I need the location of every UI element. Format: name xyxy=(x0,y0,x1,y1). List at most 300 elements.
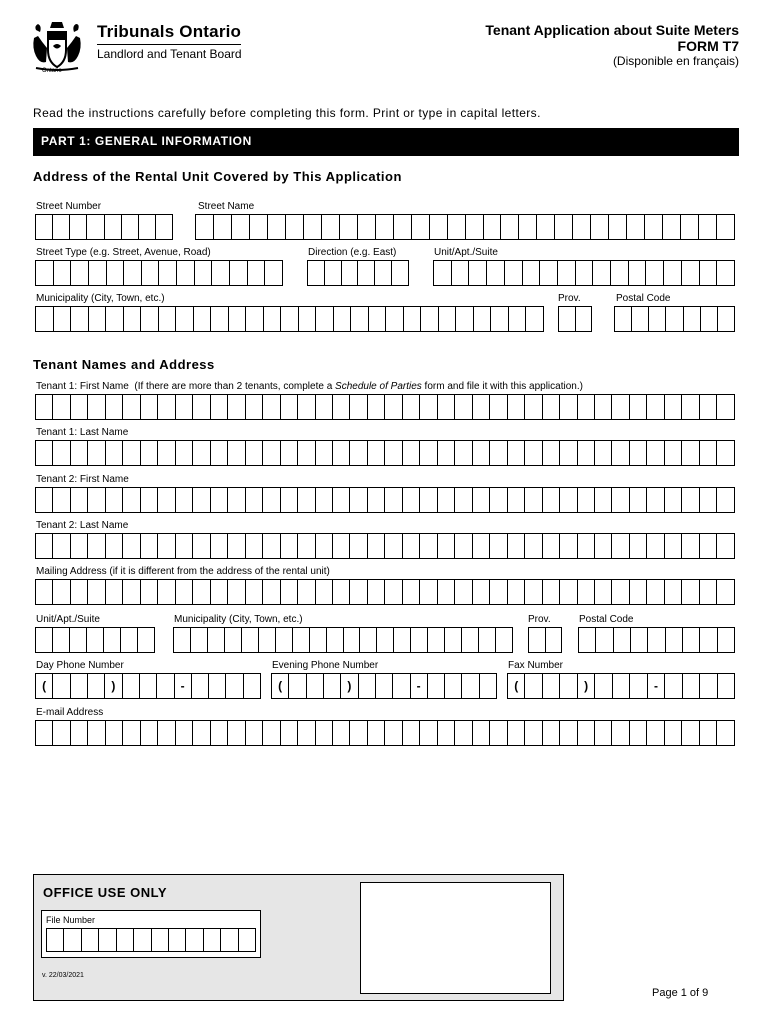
direction-field[interactable] xyxy=(307,260,409,286)
char-cell[interactable] xyxy=(87,628,104,652)
char-cell[interactable] xyxy=(434,261,452,285)
char-cell[interactable] xyxy=(474,307,492,331)
char-cell[interactable] xyxy=(411,628,428,652)
char-cell[interactable] xyxy=(375,261,392,285)
fax-number-field[interactable] xyxy=(507,673,735,699)
char-cell[interactable] xyxy=(543,674,560,698)
char-cell[interactable] xyxy=(263,580,280,604)
char-cell[interactable] xyxy=(473,580,490,604)
char-cell[interactable] xyxy=(308,261,325,285)
char-cell[interactable] xyxy=(540,261,558,285)
char-cell[interactable] xyxy=(647,441,664,465)
char-cell[interactable] xyxy=(124,261,142,285)
char-cell[interactable] xyxy=(176,488,193,512)
char-cell[interactable] xyxy=(718,307,735,331)
char-cell[interactable] xyxy=(53,395,70,419)
char-cell[interactable] xyxy=(543,580,560,604)
char-cell[interactable] xyxy=(191,628,208,652)
char-cell[interactable] xyxy=(555,215,573,239)
char-cell[interactable] xyxy=(358,215,376,239)
char-cell[interactable] xyxy=(265,261,283,285)
char-cell[interactable] xyxy=(70,628,87,652)
char-cell[interactable] xyxy=(700,674,717,698)
postal-code-field[interactable] xyxy=(614,306,735,332)
char-cell[interactable] xyxy=(632,307,649,331)
char-cell[interactable] xyxy=(351,307,369,331)
char-cell[interactable] xyxy=(682,395,699,419)
char-cell[interactable] xyxy=(53,674,70,698)
char-cell[interactable] xyxy=(358,261,375,285)
char-cell[interactable] xyxy=(156,215,173,239)
char-cell[interactable] xyxy=(316,721,333,745)
char-cell[interactable] xyxy=(700,534,717,558)
char-cell[interactable] xyxy=(298,721,315,745)
char-cell[interactable] xyxy=(412,215,430,239)
char-cell[interactable] xyxy=(259,628,276,652)
char-cell[interactable] xyxy=(646,261,664,285)
char-cell[interactable] xyxy=(36,261,54,285)
char-cell[interactable] xyxy=(630,721,647,745)
char-cell[interactable] xyxy=(385,488,402,512)
char-cell[interactable] xyxy=(246,441,263,465)
char-cell[interactable] xyxy=(490,534,507,558)
char-cell[interactable] xyxy=(682,488,699,512)
char-cell[interactable] xyxy=(228,441,245,465)
char-cell[interactable] xyxy=(304,215,322,239)
char-cell[interactable] xyxy=(134,929,151,951)
char-cell[interactable] xyxy=(717,580,734,604)
char-cell[interactable] xyxy=(428,674,445,698)
char-cell[interactable] xyxy=(560,395,577,419)
char-cell[interactable] xyxy=(141,488,158,512)
char-cell[interactable] xyxy=(700,580,717,604)
char-cell[interactable] xyxy=(87,215,104,239)
char-cell[interactable] xyxy=(496,628,513,652)
char-cell[interactable] xyxy=(630,441,647,465)
char-cell[interactable] xyxy=(630,395,647,419)
char-cell[interactable] xyxy=(377,628,394,652)
char-cell[interactable] xyxy=(647,580,664,604)
char-cell[interactable] xyxy=(71,534,88,558)
char-cell[interactable] xyxy=(169,929,186,951)
char-cell[interactable] xyxy=(438,441,455,465)
char-cell[interactable] xyxy=(579,628,596,652)
char-cell[interactable] xyxy=(648,628,665,652)
char-cell[interactable] xyxy=(700,395,717,419)
char-cell[interactable]: ) xyxy=(341,674,358,698)
char-cell[interactable] xyxy=(576,307,593,331)
char-cell[interactable] xyxy=(350,441,367,465)
char-cell[interactable] xyxy=(71,721,88,745)
char-cell[interactable] xyxy=(445,628,462,652)
char-cell[interactable] xyxy=(89,307,107,331)
char-cell[interactable] xyxy=(455,534,472,558)
char-cell[interactable] xyxy=(106,488,123,512)
char-cell[interactable] xyxy=(484,215,502,239)
char-cell[interactable] xyxy=(152,929,169,951)
char-cell[interactable] xyxy=(645,215,663,239)
char-cell[interactable] xyxy=(141,580,158,604)
char-cell[interactable] xyxy=(684,307,701,331)
char-cell[interactable] xyxy=(139,215,156,239)
char-cell[interactable] xyxy=(665,488,682,512)
char-cell[interactable] xyxy=(123,580,140,604)
char-cell[interactable] xyxy=(456,307,474,331)
char-cell[interactable] xyxy=(194,307,212,331)
char-cell[interactable] xyxy=(281,534,298,558)
char-cell[interactable] xyxy=(630,534,647,558)
char-cell[interactable] xyxy=(360,628,377,652)
char-cell[interactable] xyxy=(631,628,648,652)
char-cell[interactable] xyxy=(455,580,472,604)
char-cell[interactable] xyxy=(88,674,105,698)
char-cell[interactable] xyxy=(368,721,385,745)
char-cell[interactable] xyxy=(558,261,576,285)
char-cell[interactable] xyxy=(629,261,647,285)
char-cell[interactable] xyxy=(452,261,470,285)
char-cell[interactable] xyxy=(523,261,541,285)
char-cell[interactable] xyxy=(140,674,157,698)
char-cell[interactable] xyxy=(211,395,228,419)
char-cell[interactable] xyxy=(193,534,210,558)
char-cell[interactable] xyxy=(490,395,507,419)
char-cell[interactable] xyxy=(578,395,595,419)
char-cell[interactable] xyxy=(546,628,563,652)
char-cell[interactable] xyxy=(666,628,683,652)
char-cell[interactable] xyxy=(455,488,472,512)
char-cell[interactable] xyxy=(665,534,682,558)
char-cell[interactable] xyxy=(36,580,53,604)
char-cell[interactable] xyxy=(211,721,228,745)
char-cell[interactable] xyxy=(701,307,718,331)
char-cell[interactable] xyxy=(509,307,527,331)
char-cell[interactable] xyxy=(386,307,404,331)
char-cell[interactable] xyxy=(543,395,560,419)
mail-prov-field[interactable] xyxy=(528,627,562,653)
char-cell[interactable] xyxy=(508,534,525,558)
char-cell[interactable] xyxy=(385,441,402,465)
char-cell[interactable] xyxy=(700,721,717,745)
char-cell[interactable] xyxy=(244,674,261,698)
char-cell[interactable]: ) xyxy=(578,674,595,698)
char-cell[interactable] xyxy=(36,215,53,239)
char-cell[interactable] xyxy=(682,441,699,465)
char-cell[interactable] xyxy=(316,441,333,465)
char-cell[interactable] xyxy=(578,580,595,604)
street-name-field[interactable] xyxy=(195,214,735,240)
char-cell[interactable] xyxy=(699,215,717,239)
char-cell[interactable] xyxy=(176,307,194,331)
char-cell[interactable] xyxy=(141,395,158,419)
char-cell[interactable] xyxy=(123,721,140,745)
char-cell[interactable] xyxy=(71,395,88,419)
char-cell[interactable] xyxy=(682,534,699,558)
char-cell[interactable] xyxy=(53,580,70,604)
char-cell[interactable] xyxy=(350,395,367,419)
char-cell[interactable] xyxy=(525,395,542,419)
char-cell[interactable] xyxy=(53,441,70,465)
mail-municipality-field[interactable] xyxy=(173,627,513,653)
char-cell[interactable] xyxy=(226,674,243,698)
char-cell[interactable] xyxy=(560,721,577,745)
char-cell[interactable] xyxy=(229,307,247,331)
char-cell[interactable] xyxy=(595,488,612,512)
char-cell[interactable] xyxy=(438,580,455,604)
char-cell[interactable] xyxy=(246,395,263,419)
char-cell[interactable] xyxy=(53,215,70,239)
char-cell[interactable] xyxy=(316,395,333,419)
char-cell[interactable] xyxy=(647,534,664,558)
char-cell[interactable] xyxy=(342,261,359,285)
char-cell[interactable] xyxy=(376,674,393,698)
char-cell[interactable] xyxy=(70,215,87,239)
char-cell[interactable]: ( xyxy=(508,674,525,698)
char-cell[interactable] xyxy=(578,488,595,512)
char-cell[interactable] xyxy=(455,395,472,419)
char-cell[interactable] xyxy=(508,580,525,604)
char-cell[interactable] xyxy=(560,488,577,512)
char-cell[interactable] xyxy=(559,307,576,331)
char-cell[interactable] xyxy=(525,488,542,512)
char-cell[interactable] xyxy=(340,215,358,239)
char-cell[interactable] xyxy=(717,534,734,558)
char-cell[interactable] xyxy=(142,261,160,285)
char-cell[interactable] xyxy=(88,580,105,604)
char-cell[interactable] xyxy=(47,929,64,951)
char-cell[interactable] xyxy=(508,395,525,419)
char-cell[interactable] xyxy=(333,534,350,558)
char-cell[interactable] xyxy=(681,215,699,239)
char-cell[interactable] xyxy=(316,534,333,558)
char-cell[interactable] xyxy=(212,261,230,285)
char-cell[interactable] xyxy=(473,395,490,419)
char-cell[interactable] xyxy=(344,628,361,652)
char-cell[interactable] xyxy=(186,929,203,951)
char-cell[interactable] xyxy=(248,261,266,285)
char-cell[interactable] xyxy=(593,261,611,285)
char-cell[interactable] xyxy=(193,441,210,465)
char-cell[interactable] xyxy=(104,628,121,652)
char-cell[interactable] xyxy=(299,307,317,331)
char-cell[interactable] xyxy=(591,215,609,239)
char-cell[interactable] xyxy=(615,307,632,331)
char-cell[interactable] xyxy=(595,674,612,698)
char-cell[interactable] xyxy=(439,307,457,331)
char-cell[interactable] xyxy=(232,215,250,239)
char-cell[interactable] xyxy=(682,580,699,604)
char-cell[interactable] xyxy=(289,674,306,698)
char-cell[interactable] xyxy=(281,580,298,604)
char-cell[interactable] xyxy=(177,261,195,285)
char-cell[interactable] xyxy=(196,215,214,239)
char-cell[interactable] xyxy=(176,534,193,558)
char-cell[interactable] xyxy=(614,628,631,652)
char-cell[interactable] xyxy=(403,721,420,745)
char-cell[interactable] xyxy=(54,261,72,285)
char-cell[interactable] xyxy=(246,721,263,745)
char-cell[interactable] xyxy=(141,307,159,331)
char-cell[interactable] xyxy=(211,441,228,465)
char-cell[interactable] xyxy=(263,721,280,745)
evening-phone-field[interactable] xyxy=(271,673,497,699)
char-cell[interactable] xyxy=(718,674,735,698)
char-cell[interactable] xyxy=(211,534,228,558)
char-cell[interactable] xyxy=(123,395,140,419)
char-cell[interactable] xyxy=(612,441,629,465)
char-cell[interactable] xyxy=(718,628,735,652)
char-cell[interactable] xyxy=(333,395,350,419)
char-cell[interactable] xyxy=(537,215,555,239)
char-cell[interactable] xyxy=(609,215,627,239)
day-phone-field[interactable] xyxy=(35,673,261,699)
char-cell[interactable] xyxy=(700,488,717,512)
char-cell[interactable] xyxy=(298,441,315,465)
char-cell[interactable] xyxy=(596,628,613,652)
char-cell[interactable] xyxy=(403,488,420,512)
char-cell[interactable] xyxy=(647,488,664,512)
rental-unit-field[interactable] xyxy=(433,260,735,286)
prov-field[interactable] xyxy=(558,306,592,332)
char-cell[interactable] xyxy=(324,674,341,698)
char-cell[interactable] xyxy=(174,628,191,652)
char-cell[interactable] xyxy=(310,628,327,652)
char-cell[interactable] xyxy=(350,580,367,604)
char-cell[interactable] xyxy=(333,580,350,604)
char-cell[interactable] xyxy=(505,261,523,285)
char-cell[interactable] xyxy=(717,488,734,512)
char-cell[interactable] xyxy=(473,721,490,745)
char-cell[interactable] xyxy=(394,215,412,239)
char-cell[interactable] xyxy=(192,674,209,698)
char-cell[interactable] xyxy=(158,488,175,512)
char-cell[interactable] xyxy=(54,307,72,331)
char-cell[interactable] xyxy=(99,929,116,951)
char-cell[interactable] xyxy=(385,721,402,745)
char-cell[interactable] xyxy=(176,580,193,604)
char-cell[interactable] xyxy=(445,674,462,698)
char-cell[interactable] xyxy=(385,580,402,604)
char-cell[interactable] xyxy=(316,580,333,604)
char-cell[interactable]: ) xyxy=(105,674,122,698)
char-cell[interactable] xyxy=(71,488,88,512)
char-cell[interactable] xyxy=(578,441,595,465)
char-cell[interactable] xyxy=(36,441,53,465)
char-cell[interactable] xyxy=(717,721,734,745)
char-cell[interactable] xyxy=(123,534,140,558)
char-cell[interactable] xyxy=(630,580,647,604)
char-cell[interactable] xyxy=(665,674,682,698)
char-cell[interactable] xyxy=(121,628,138,652)
char-cell[interactable] xyxy=(595,534,612,558)
tenant2-first-name-field[interactable] xyxy=(35,487,735,513)
char-cell[interactable] xyxy=(89,261,107,285)
char-cell[interactable] xyxy=(717,261,735,285)
char-cell[interactable] xyxy=(123,441,140,465)
char-cell[interactable] xyxy=(664,261,682,285)
char-cell[interactable] xyxy=(264,307,282,331)
char-cell[interactable] xyxy=(281,441,298,465)
char-cell[interactable] xyxy=(141,534,158,558)
char-cell[interactable] xyxy=(71,307,89,331)
char-cell[interactable] xyxy=(682,261,700,285)
char-cell[interactable] xyxy=(717,395,734,419)
char-cell[interactable] xyxy=(307,674,324,698)
char-cell[interactable] xyxy=(246,534,263,558)
char-cell[interactable] xyxy=(560,534,577,558)
char-cell[interactable] xyxy=(525,441,542,465)
char-cell[interactable] xyxy=(368,488,385,512)
char-cell[interactable] xyxy=(560,674,577,698)
char-cell[interactable] xyxy=(491,307,509,331)
char-cell[interactable] xyxy=(647,395,664,419)
char-cell[interactable] xyxy=(455,441,472,465)
char-cell[interactable] xyxy=(211,307,229,331)
char-cell[interactable] xyxy=(159,261,177,285)
char-cell[interactable] xyxy=(420,395,437,419)
char-cell[interactable] xyxy=(239,929,256,951)
char-cell[interactable] xyxy=(529,628,546,652)
char-cell[interactable] xyxy=(82,929,99,951)
char-cell[interactable] xyxy=(228,395,245,419)
char-cell[interactable] xyxy=(159,307,177,331)
char-cell[interactable] xyxy=(298,534,315,558)
char-cell[interactable] xyxy=(176,395,193,419)
char-cell[interactable] xyxy=(123,488,140,512)
char-cell[interactable] xyxy=(246,307,264,331)
char-cell[interactable] xyxy=(473,441,490,465)
char-cell[interactable] xyxy=(298,488,315,512)
char-cell[interactable] xyxy=(368,534,385,558)
char-cell[interactable] xyxy=(717,441,734,465)
char-cell[interactable] xyxy=(543,441,560,465)
char-cell[interactable] xyxy=(88,534,105,558)
char-cell[interactable] xyxy=(107,261,125,285)
char-cell[interactable]: - xyxy=(411,674,428,698)
char-cell[interactable] xyxy=(490,488,507,512)
char-cell[interactable] xyxy=(88,395,105,419)
char-cell[interactable] xyxy=(403,441,420,465)
char-cell[interactable] xyxy=(385,395,402,419)
char-cell[interactable] xyxy=(263,441,280,465)
char-cell[interactable] xyxy=(576,261,594,285)
char-cell[interactable] xyxy=(88,488,105,512)
municipality-field[interactable] xyxy=(35,306,544,332)
char-cell[interactable] xyxy=(543,534,560,558)
char-cell[interactable] xyxy=(230,261,248,285)
char-cell[interactable] xyxy=(281,721,298,745)
char-cell[interactable] xyxy=(480,674,497,698)
street-number-field[interactable] xyxy=(35,214,173,240)
char-cell[interactable] xyxy=(369,307,387,331)
char-cell[interactable] xyxy=(327,628,344,652)
char-cell[interactable] xyxy=(473,534,490,558)
char-cell[interactable] xyxy=(225,628,242,652)
char-cell[interactable] xyxy=(214,215,232,239)
char-cell[interactable] xyxy=(36,395,53,419)
char-cell[interactable] xyxy=(322,215,340,239)
char-cell[interactable] xyxy=(228,534,245,558)
char-cell[interactable] xyxy=(578,534,595,558)
char-cell[interactable] xyxy=(204,929,221,951)
char-cell[interactable] xyxy=(368,580,385,604)
char-cell[interactable] xyxy=(293,628,310,652)
char-cell[interactable] xyxy=(158,441,175,465)
char-cell[interactable] xyxy=(612,488,629,512)
char-cell[interactable] xyxy=(462,628,479,652)
char-cell[interactable] xyxy=(438,395,455,419)
char-cell[interactable] xyxy=(268,215,286,239)
char-cell[interactable] xyxy=(682,721,699,745)
